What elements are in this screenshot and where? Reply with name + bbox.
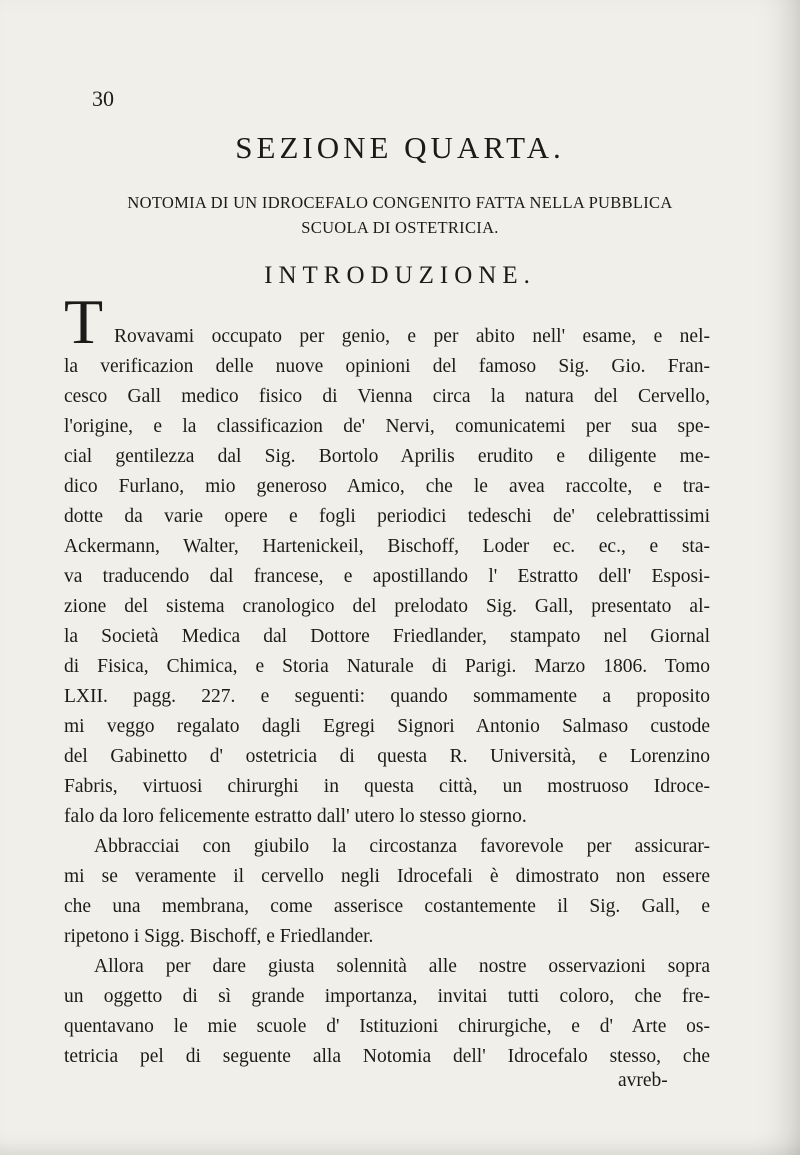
text-line: va traducendo dal francese, e apostillando l' Estratto dell' Esposi- <box>64 566 710 587</box>
text-line: l'origine, e la classificazion de' Nervi, comunicatemi per sua spe- <box>64 416 710 437</box>
text-line: del Gabinetto d' ostetricia di questa R. Università, e Lorenzino <box>64 746 710 767</box>
text-line: quentavano le mie scuole d' Istituzioni chirurgiche, e d' Arte os- <box>64 1016 710 1037</box>
text-line: Allora per dare giusta solennità alle nostre osservazioni sopra <box>94 956 710 977</box>
text-line: Ackermann, Walter, Hartenickeil, Bischoff, Loder ec. ec., e sta- <box>64 536 710 557</box>
text-line: la Società Medica dal Dottore Friedlander, stampato nel Giornal <box>64 626 710 647</box>
text-line: Rovavami occupato per genio, e per abito nell' esame, e nel- <box>114 326 710 347</box>
text-line: zione del sistema cranologico del prelodato Sig. Gall, presentato al- <box>64 596 710 617</box>
text-line: falo da loro felicemente estratto dall' utero lo stesso giorno. <box>64 806 527 827</box>
section-subtitle-line-2: SCUOLA DI OSTETRICIA. <box>301 218 499 237</box>
catchword: avreb- <box>618 1070 668 1091</box>
section-subtitle-line-1: NOTOMIA DI UN IDROCEFALO CONGENITO FATTA NELLA PUBBLICA <box>127 193 673 212</box>
text-line: cesco Gall medico fisico di Vienna circa la natura del Cervello, <box>64 386 710 407</box>
text-line: che una membrana, come asserisce costantemente il Sig. Gall, e <box>64 896 710 917</box>
drop-capital: T <box>64 286 104 357</box>
text-line: Abbracciai con giubilo la circostanza favorevole per assicurar- <box>94 836 710 857</box>
text-line: LXII. pagg. 227. e seguenti: quando sommamente a proposito <box>64 686 710 707</box>
text-line: la verificazion delle nuove opinioni del famoso Sig. Gio. Fran- <box>64 356 710 377</box>
text-line: dotte da varie opere e fogli periodici tedeschi de' celebrattissimi <box>64 506 710 527</box>
page-number: 30 <box>92 86 114 111</box>
text-line: un oggetto di sì grande importanza, invitai tutti coloro, che fre- <box>64 986 710 1007</box>
text-line: mi se veramente il cervello negli Idrocefali è dimostrato non essere <box>64 866 710 887</box>
section-title: SEZIONE QUARTA. <box>235 130 565 165</box>
text-line: dico Furlano, mio generoso Amico, che le avea raccolte, e tra- <box>64 476 710 497</box>
text-line: ripetono i Sigg. Bischoff, e Friedlander. <box>64 926 374 947</box>
text-line: mi veggo regalato dagli Egregi Signori Antonio Salmaso custode <box>64 716 710 737</box>
text-line: tetricia pel di seguente alla Notomia dell' Idrocefalo stesso, che <box>64 1046 710 1067</box>
introduction-heading: INTRODUZIONE. <box>264 262 536 289</box>
text-line: di Fisica, Chimica, e Storia Naturale di Parigi. Marzo 1806. Tomo <box>64 656 710 677</box>
text-line: cial gentilezza dal Sig. Bortolo Aprilis erudito e diligente me- <box>64 446 710 467</box>
text-line: Fabris, virtuosi chirurghi in questa città, un mostruoso Idroce- <box>64 776 710 797</box>
